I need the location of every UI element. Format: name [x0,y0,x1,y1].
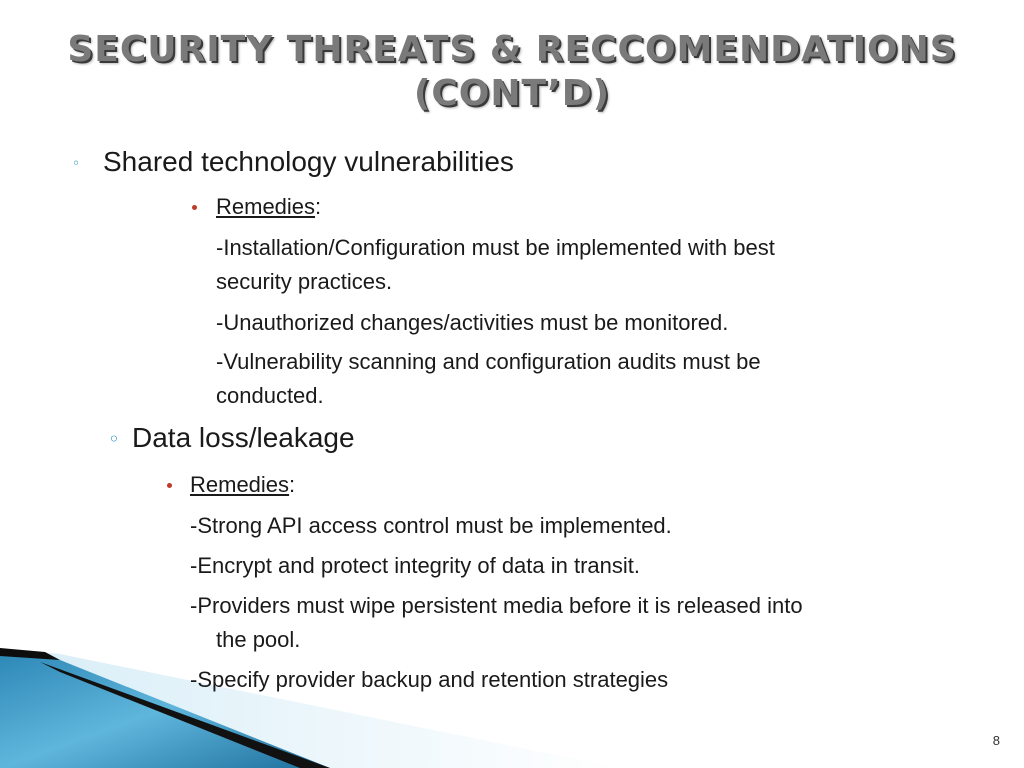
slide-title [40,28,984,116]
remedy-item-continued: conducted. [216,383,324,408]
remedy-item: -Encrypt and protect integrity of data in transit. [190,553,641,578]
circle-bullet-icon: ◦ [108,427,120,451]
remedy-item: -Vulnerability scanning and configuration audits must be [216,349,761,374]
page-number: 8 [992,733,1000,748]
remedy-item-continued: security practices. [216,269,393,294]
title-line-1: SECURITY THREATS & RECCOMENDATIONS [67,29,957,70]
remedy-item: -Unauthorized changes/activities must be monitored. [216,310,729,335]
remedy-item: -Providers must wipe persistent media before it is released into [190,593,803,618]
red-dot-bullet-icon [167,483,172,488]
remedy-item: -Strong API access control must be implemented. [190,513,672,538]
section-heading-shared-technology: Shared technology vulnerabilities [103,146,514,177]
remedy-item: -Specify provider backup and retention strategies [190,667,669,692]
remedies-underlined-text: Remedies [216,194,316,219]
remedy-item: -Installation/Configuration must be implemented with best [216,235,775,260]
red-dot-bullet-icon [192,205,197,210]
remedies-label-1: Remedies: [216,194,322,219]
remedy-item-continued: the pool. [216,627,301,652]
remedies-underlined-text: Remedies [190,472,290,497]
title-line-2: (CONT’D) [413,73,611,114]
section-heading-data-loss: Data loss/leakage [132,422,355,453]
circle-bullet-icon: ◦ [72,156,81,172]
remedies-label-2: Remedies: [190,472,296,497]
